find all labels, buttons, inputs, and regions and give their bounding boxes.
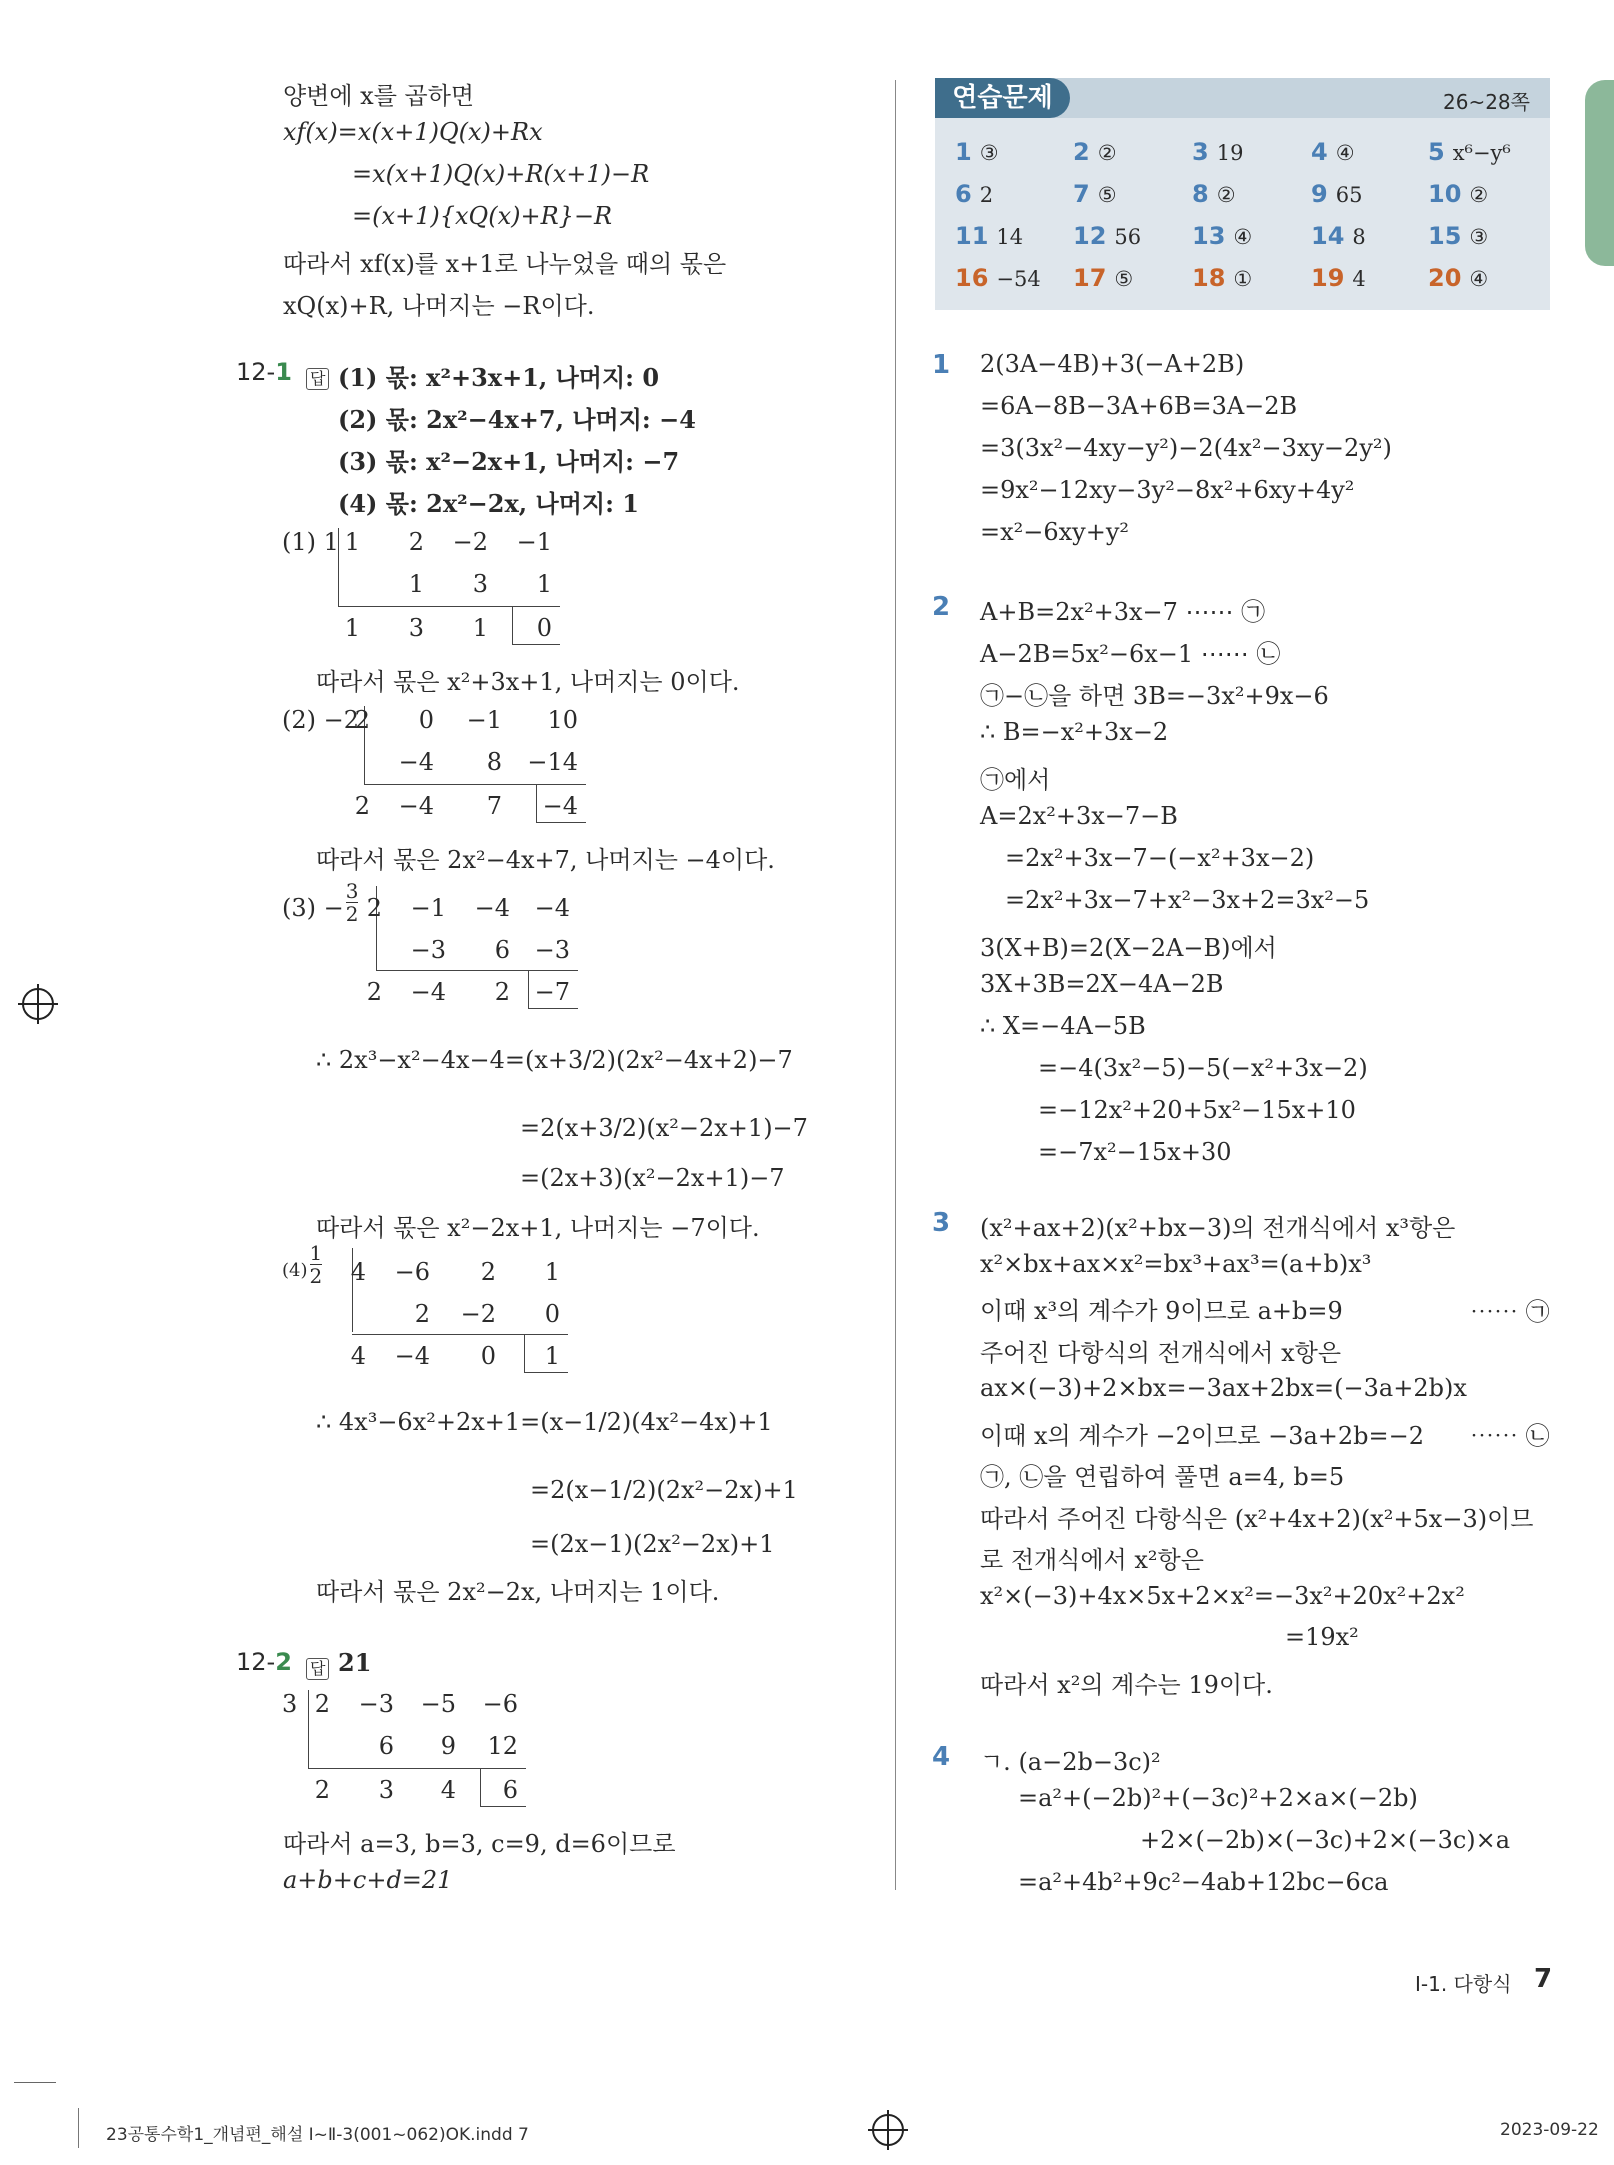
practice-answer-item <box>1311 264 1366 292</box>
conclusion: 따라서 몫은 x²+3x+1, 나머지는 0이다. <box>316 668 740 696</box>
product: −4 <box>398 748 434 776</box>
solution-line: 따라서 주어진 다항식은 (x²+4x+2)(x²+5x−3)이므 <box>980 1504 1534 1533</box>
print-file-name: 23공통수학1_개념편_해설 Ⅰ~Ⅱ-3(001~062)OK.indd 7 <box>106 2125 529 2145</box>
practice-answer-item <box>1073 222 1141 250</box>
solution-line: =19x² <box>1285 1623 1359 1651</box>
practice-answer-value: ② <box>1216 183 1236 207</box>
practice-answer-value: ① <box>1233 267 1253 291</box>
practice-answer-value: ④ <box>1335 141 1355 165</box>
practice-answer-number: 3 <box>1192 138 1209 166</box>
coef: 1 <box>344 528 360 556</box>
conclusion: 따라서 몫은 2x²−4x+7, 나머지는 −4이다. <box>316 846 775 874</box>
divisor-sign: (3) − <box>282 894 344 922</box>
practice-answer-number: 12 <box>1073 222 1107 250</box>
practice-answer-value: 2 <box>979 183 994 207</box>
result: 3 <box>378 1776 394 1804</box>
practice-answer-value: 4 <box>1352 267 1366 291</box>
coef: −6 <box>394 1258 430 1286</box>
conclusion: 따라서 몫은 x²−2x+1, 나머지는 −7이다. <box>316 1214 760 1242</box>
divisor: (1) 1 <box>282 528 339 556</box>
practice-answer-value: 56 <box>1114 225 1142 249</box>
equation: =2(x+3/2)(x²−2x+1)−7 <box>520 1114 808 1142</box>
solution-line: x²×bx+ax×x²=bx³+ax³=(a+b)x³ <box>980 1249 1372 1278</box>
intro-line: =(x+1){xQ(x)+R}−R <box>352 202 613 230</box>
product: 12 <box>487 1732 518 1760</box>
result: −4 <box>410 978 446 1006</box>
problem-label-12-2 <box>236 1648 292 1676</box>
practice-answer-value: 19 <box>1216 141 1244 165</box>
practice-answer-item <box>955 222 1023 250</box>
column-divider <box>895 80 896 1890</box>
solution-line: 이때 x의 계수가 −2이므로 −3a+2b=−2 <box>980 1421 1425 1450</box>
solution-line: =−4(3x²−5)−5(−x²+3x−2) <box>1038 1054 1368 1082</box>
coef: −4 <box>474 894 510 922</box>
solution-line: =6A−8B−3A+6B=3A−2B <box>980 392 1298 420</box>
coef: 4 <box>350 1258 366 1286</box>
solution-line: =a²+4b²+9c²−4ab+12bc−6ca <box>1018 1868 1389 1896</box>
solution-line: A=2x²+3x−7−B <box>980 802 1178 830</box>
frac-den: 2 <box>309 1264 323 1288</box>
practice-answer-number: 14 <box>1311 222 1345 250</box>
problem-prefix: 12- <box>236 1648 276 1676</box>
page-number: 7 <box>1534 1964 1553 1994</box>
equation-marker: ⋯⋯ ㉠ <box>1470 1298 1550 1326</box>
product: 6 <box>378 1732 394 1760</box>
coef: −6 <box>482 1690 518 1718</box>
registration-mark-icon <box>872 2114 904 2146</box>
product: −3 <box>534 936 570 964</box>
coef: 2 <box>314 1690 330 1718</box>
answer-line: (2) 몫: 2x²−4x+7, 나머지: −4 <box>338 405 696 434</box>
result: 4 <box>440 1776 456 1804</box>
practice-answer-item <box>1073 264 1133 292</box>
solution-line: ∴ B=−x²+3x−2 <box>980 718 1169 746</box>
practice-answer-value: ④ <box>1233 225 1253 249</box>
solution-line: ∴ X=−4A−5B <box>980 1012 1146 1040</box>
result: −4 <box>398 792 434 820</box>
product: 0 <box>544 1300 560 1328</box>
solution-line: x²×(−3)+4x×5x+2×x²=−3x²+20x²+2x² <box>980 1581 1465 1610</box>
coef: −4 <box>534 894 570 922</box>
divisor: (2) −2 <box>282 706 360 734</box>
product: 1 <box>536 570 552 598</box>
result: 4 <box>350 1342 366 1370</box>
practice-answer-number: 16 <box>955 264 989 292</box>
coef: −1 <box>410 894 446 922</box>
result: 2 <box>366 978 382 1006</box>
solution-line: =2x²+3x−7+x²−3x+2=3x²−5 <box>1005 886 1370 914</box>
practice-answer-number: 9 <box>1311 180 1328 208</box>
solution-number: 1 <box>932 350 951 380</box>
solution-line: ㉠, ㉡을 연립하여 풀면 a=4, b=5 <box>980 1463 1345 1491</box>
product: −2 <box>460 1300 496 1328</box>
result: 2 <box>354 792 370 820</box>
result: 0 <box>480 1342 496 1370</box>
remainder: 6 <box>502 1776 518 1804</box>
solution-line: 로 전개식에서 x²항은 <box>980 1546 1204 1574</box>
practice-answer-number: 7 <box>1073 180 1090 208</box>
equation: ∴ 2x³−x²−4x−4=(x+3/2)(2x²−4x+2)−7 <box>316 1046 793 1074</box>
coef: −3 <box>358 1690 394 1718</box>
result: 2 <box>494 978 510 1006</box>
product: 3 <box>472 570 488 598</box>
intro-line: xf(x)=x(x+1)Q(x)+Rx <box>283 118 543 146</box>
print-date: 2023-09-22 <box>1500 2120 1599 2140</box>
practice-answer-number: 1 <box>955 138 972 166</box>
practice-answer-number: 13 <box>1192 222 1226 250</box>
result: 2 <box>314 1776 330 1804</box>
practice-answer-number: 17 <box>1073 264 1107 292</box>
answer-value: 21 <box>338 1648 372 1677</box>
coef: 2 <box>366 894 382 922</box>
solution-number: 3 <box>932 1208 951 1238</box>
registration-mark-icon <box>22 988 54 1020</box>
practice-answer-item <box>1428 180 1488 208</box>
divisor: 3 <box>282 1690 298 1718</box>
practice-answer-value: −54 <box>996 267 1041 291</box>
conclusion: a+b+c+d=21 <box>283 1866 453 1894</box>
coef: −1 <box>466 706 502 734</box>
coef: 10 <box>547 706 578 734</box>
practice-answer-item <box>1192 222 1252 250</box>
practice-pages: 26~28쪽 <box>1443 90 1530 114</box>
coef: −5 <box>420 1690 456 1718</box>
answer-tag <box>306 1652 329 1680</box>
conclusion: 따라서 a=3, b=3, c=9, d=6이므로 <box>283 1830 676 1858</box>
solution-line: =−12x²+20+5x²−15x+10 <box>1038 1096 1356 1124</box>
coef: 2 <box>480 1258 496 1286</box>
answer-tag-label: 답 <box>306 368 329 390</box>
practice-answer-item <box>1073 180 1117 208</box>
practice-answer-number: 10 <box>1428 180 1462 208</box>
practice-answer-item <box>1428 138 1511 166</box>
practice-answer-number: 8 <box>1192 180 1209 208</box>
practice-answer-value: ③ <box>1469 225 1489 249</box>
practice-answer-number: 2 <box>1073 138 1090 166</box>
coef: 2 <box>354 706 370 734</box>
practice-answer-item <box>1311 180 1362 208</box>
solution-line: =3(3x²−4xy−y²)−2(4x²−3xy−2y²) <box>980 434 1392 462</box>
practice-answer-item <box>1428 222 1488 250</box>
remainder: −7 <box>534 978 570 1006</box>
solution-line: 3X+3B=2X−4A−2B <box>980 970 1224 998</box>
problem-label-12-1 <box>236 358 292 386</box>
practice-answer-value: ② <box>1469 183 1489 207</box>
answer-tag-label: 답 <box>306 1658 329 1680</box>
solution-line: A+B=2x²+3x−7 ⋯⋯ ㉠ <box>980 598 1266 626</box>
problem-prefix: 12- <box>236 358 276 386</box>
section-label: I-1. 다항식 <box>1415 1972 1512 1996</box>
practice-answer-item <box>1073 138 1117 166</box>
practice-answer-value: 8 <box>1352 225 1366 249</box>
product: 6 <box>494 936 510 964</box>
practice-answer-number: 18 <box>1192 264 1226 292</box>
crop-mark <box>78 2108 79 2148</box>
equation: =(2x−1)(2x²−2x)+1 <box>530 1530 775 1558</box>
practice-answer-item <box>1428 264 1488 292</box>
product: −3 <box>410 936 446 964</box>
solution-line: 3(X+B)=2(X−2A−B)에서 <box>980 934 1277 962</box>
chapter-side-tab <box>1585 80 1614 266</box>
practice-answer-value: x⁶−y⁶ <box>1452 141 1511 165</box>
solution-line: ㉠에서 <box>980 766 1051 794</box>
intro-line: 양변에 x를 곱하면 <box>283 82 475 110</box>
frac-num: 3 <box>345 879 359 903</box>
frac-num: 1 <box>309 1241 323 1265</box>
solution-line: ㉠−㉡을 하면 3B=−3x²+9x−6 <box>980 682 1329 710</box>
frac-den: 2 <box>345 902 359 926</box>
practice-answer-item <box>1192 264 1252 292</box>
coef: −2 <box>452 528 488 556</box>
result: 3 <box>408 614 424 642</box>
answer-tag <box>306 362 329 390</box>
result: 1 <box>472 614 488 642</box>
coef: 2 <box>408 528 424 556</box>
remainder: −4 <box>542 792 578 820</box>
equation-marker: ⋯⋯ ㉡ <box>1470 1422 1550 1450</box>
practice-answer-number: 5 <box>1428 138 1445 166</box>
practice-answer-item <box>1311 222 1366 250</box>
practice-answer-number: 15 <box>1428 222 1462 250</box>
answer-line: (4) 몫: 2x²−2x, 나머지: 1 <box>338 489 639 518</box>
practice-answer-item <box>955 138 999 166</box>
practice-answer-value: ② <box>1097 141 1117 165</box>
product: 2 <box>414 1300 430 1328</box>
solution-line: 2(3A−4B)+3(−A+2B) <box>980 350 1245 378</box>
conclusion: 따라서 몫은 2x²−2x, 나머지는 1이다. <box>316 1578 720 1606</box>
solution-line: =x²−6xy+y² <box>980 518 1130 546</box>
practice-answer-item <box>1192 180 1236 208</box>
practice-answer-value: ③ <box>979 141 999 165</box>
solution-line: =−7x²−15x+30 <box>1038 1138 1232 1166</box>
practice-answer-item <box>955 180 993 208</box>
practice-answer-number: 4 <box>1311 138 1328 166</box>
practice-answer-value: 14 <box>996 225 1024 249</box>
product: −14 <box>527 748 578 776</box>
practice-answer-value: ⑤ <box>1114 267 1134 291</box>
solution-line: ㄱ. (a−2b−3c)² <box>980 1748 1161 1776</box>
practice-title: 연습문제 <box>935 78 1070 118</box>
solution-line: 주어진 다항식의 전개식에서 x항은 <box>980 1338 1341 1367</box>
equation: =(2x+3)(x²−2x+1)−7 <box>520 1164 785 1192</box>
solution-line: 따라서 x²의 계수는 19이다. <box>980 1670 1273 1699</box>
answer-line: (1) 몫: x²+3x+1, 나머지: 0 <box>338 363 660 392</box>
solution-line: =9x²−12xy−3y²−8x²+6xy+4y² <box>980 476 1355 504</box>
coef: 1 <box>544 1258 560 1286</box>
practice-answer-value: 65 <box>1335 183 1363 207</box>
practice-answer-item <box>955 264 1041 292</box>
practice-answer-number: 11 <box>955 222 989 250</box>
coef: −1 <box>516 528 552 556</box>
intro-line: xQ(x)+R, 나머지는 −R이다. <box>283 292 595 320</box>
solution-line: =2x²+3x−7−(−x²+3x−2) <box>1005 844 1315 872</box>
remainder: 0 <box>536 614 552 642</box>
solution-line: 이때 x³의 계수가 9이므로 a+b=9 <box>980 1297 1343 1325</box>
equation: ∴ 4x³−6x²+2x+1=(x−1/2)(4x²−4x)+1 <box>316 1408 773 1436</box>
answer-line: (3) 몫: x²−2x+1, 나머지: −7 <box>338 447 680 476</box>
solution-line: A−2B=5x²−6x−1 ⋯⋯ ㉡ <box>980 640 1281 668</box>
practice-answer-item <box>1311 138 1355 166</box>
solution-line: (x²+ax+2)(x²+bx−3)의 전개식에서 x³항은 <box>980 1214 1456 1242</box>
solution-line: +2×(−2b)×(−3c)+2×(−3c)×a <box>1140 1826 1511 1854</box>
product: 9 <box>440 1732 456 1760</box>
problem-number: 1 <box>275 358 292 386</box>
intro-line: =x(x+1)Q(x)+R(x+1)−R <box>352 160 650 188</box>
practice-answer-value: ④ <box>1469 267 1489 291</box>
practice-answer-number: 6 <box>955 180 972 208</box>
result: 1 <box>344 614 360 642</box>
solution-line: ax×(−3)+2×bx=−3ax+2bx=(−3a+2b)x <box>980 1374 1467 1402</box>
solution-line: =a²+(−2b)²+(−3c)²+2×a×(−2b) <box>1018 1784 1418 1812</box>
practice-answer-number: 19 <box>1311 264 1345 292</box>
result: −4 <box>394 1342 430 1370</box>
practice-answer-number: 20 <box>1428 264 1462 292</box>
equation: =2(x−1/2)(2x²−2x)+1 <box>530 1476 798 1504</box>
crop-mark <box>14 2082 56 2083</box>
solution-number: 2 <box>932 592 951 622</box>
solution-number: 4 <box>932 1742 951 1772</box>
coef: 0 <box>418 706 434 734</box>
problem-number: 2 <box>275 1648 292 1676</box>
intro-line: 따라서 xf(x)를 x+1로 나누었을 때의 몫은 <box>283 250 727 278</box>
product: 1 <box>408 570 424 598</box>
remainder: 1 <box>544 1342 560 1370</box>
product: 8 <box>486 748 502 776</box>
sub-label: (4) <box>282 1260 308 1281</box>
result: 7 <box>486 792 502 820</box>
practice-answer-value: ⑤ <box>1097 183 1117 207</box>
practice-answer-item <box>1192 138 1243 166</box>
